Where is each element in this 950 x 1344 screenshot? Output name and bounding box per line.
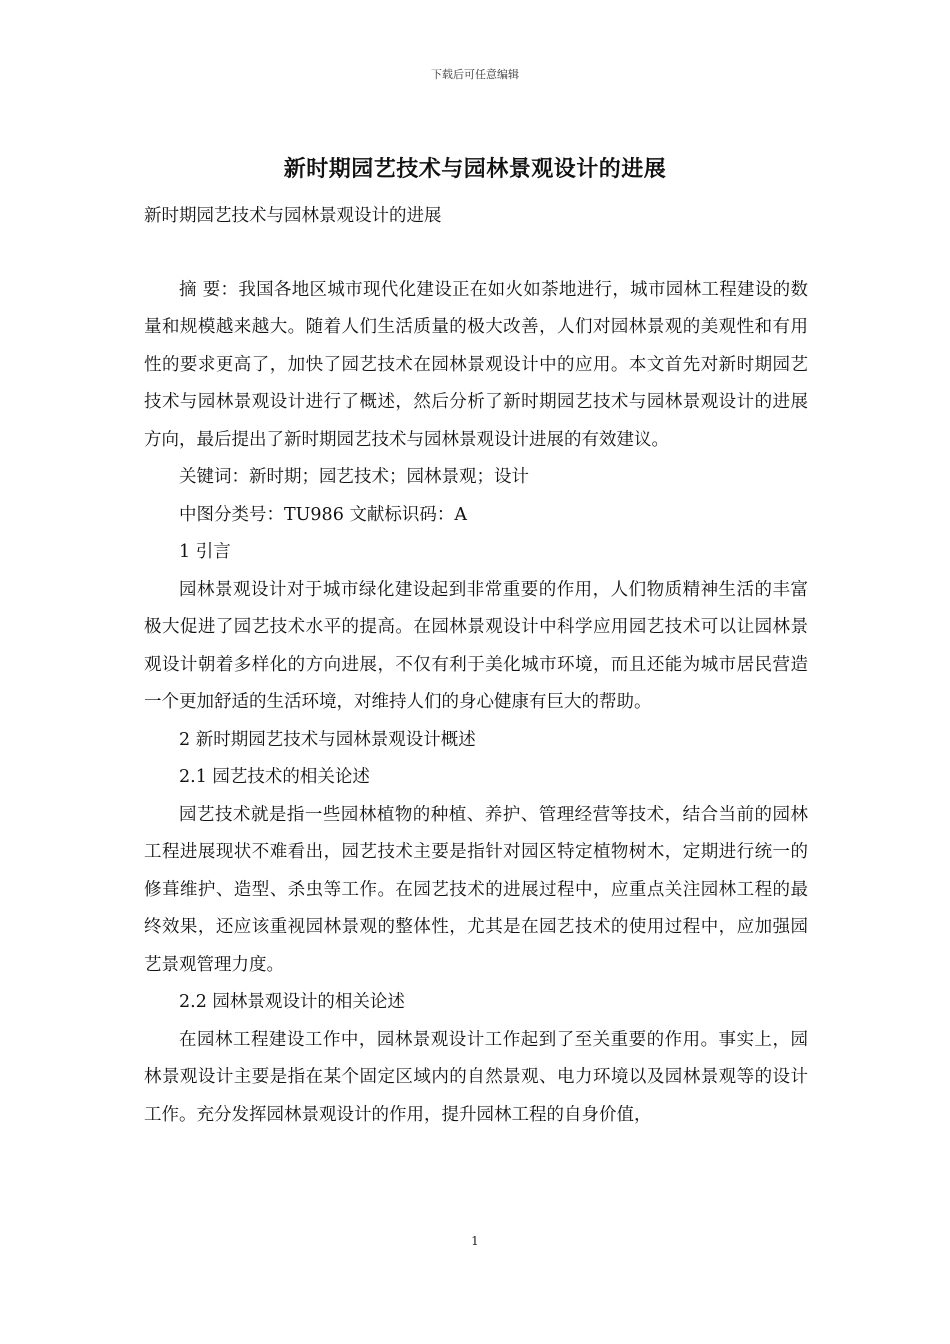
landscape-paragraph: 在园林工程建设工作中，园林景观设计工作起到了至关重要的作用。事实上，园林景观设计主要是指在某个固定区域内的自然景观、电力环境以及园林景观等的设计工作。充分发挥园林景观设计的作用，提升园林工程的自身价值，: [144, 1029, 808, 1125]
abstract-paragraph: 摘 要：我国各地区城市现代化建设正在如火如荼地进行，城市园林工程建设的数量和规模越来越大。随着人们生活质量的极大改善，人们对园林景观的美观性和有用性的要求更高了，加快了园艺技术在园林景观设计中的应用。本文首先对新时期园艺技术与园林景观设计进行了概述，然后分析了新时期园艺技术与园林景观设计的进展方向，最后提出了新时期园艺技术与园林景观设计进展的有效建议。: [144, 279, 808, 450]
introduction-paragraph: 园林景观设计对于城市绿化建设起到非常重要的作用，人们物质精神生活的丰富极大促进了园艺技术水平的提高。在园林景观设计中科学应用园艺技术可以让园林景观设计朝着多样化的方向进展，不仅有利于美化城市环境，而且还能为城市居民营造一个更加舒适的生活环境，对维持人们的身心健康有巨大的帮助。: [144, 579, 808, 712]
document-body: [144, 198, 808, 1134]
horticulture-paragraph: 园艺技术就是指一些园林植物的种植、养护、管理经营等技术，结合当前的园林工程进展现状不难看出，园艺技术主要是指针对园区特定植物树木，定期进行统一的修葺维护、造型、杀虫等工作。在园艺技术的进展过程中，应重点关注园林工程的最终效果，还应该重视园林景观的整体性，尤其是在园艺技术的使用过程中，应加强园艺景观管理力度。: [144, 804, 808, 975]
section-heading-introduction: 1 引言: [179, 542, 231, 562]
page-number: 1: [471, 1234, 479, 1248]
document-subtitle: 新时期园艺技术与园林景观设计的进展: [144, 206, 442, 226]
classification-line: 中图分类号：TU986 文献标识码：A: [179, 504, 468, 525]
document-title: 新时期园艺技术与园林景观设计的进展: [283, 156, 667, 182]
keywords-line: 关键词：新时期；园艺技术；园林景观；设计: [179, 467, 529, 487]
section-heading-overview: 2 新时期园艺技术与园林景观设计概述: [179, 729, 476, 750]
subsection-heading-horticulture: 2.1 园艺技术的相关论述: [179, 767, 370, 787]
subsection-heading-landscape: 2.2 园林景观设计的相关论述: [179, 992, 405, 1012]
page-header: 下载后可任意编辑: [431, 68, 519, 81]
